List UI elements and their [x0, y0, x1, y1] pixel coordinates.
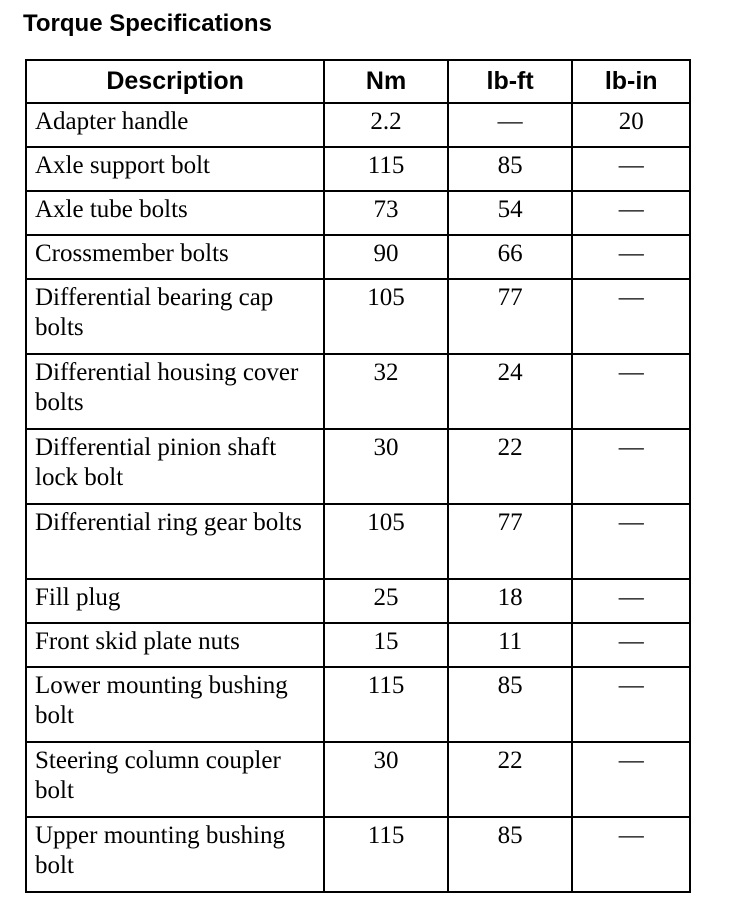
lb-in-cell: — [572, 504, 690, 579]
description-cell: Fill plug [26, 579, 324, 623]
lb-in-cell: — [572, 235, 690, 279]
page-title: Torque Specifications [23, 10, 272, 37]
column-header-lb-in: lb-in [572, 60, 690, 103]
nm-cell: 115 [324, 667, 448, 742]
nm-cell: 15 [324, 623, 448, 667]
lb-in-cell: — [572, 817, 690, 892]
lb-ft-cell: — [448, 103, 573, 147]
description-cell: Differential housing cover bolts [26, 354, 324, 429]
description-cell: Differential ring gear bolts [26, 504, 324, 579]
lb-ft-cell: 22 [448, 429, 573, 504]
lb-ft-cell: 77 [448, 279, 573, 354]
lb-in-cell: — [572, 623, 690, 667]
description-cell: Front skid plate nuts [26, 623, 324, 667]
nm-cell: 25 [324, 579, 448, 623]
nm-cell: 2.2 [324, 103, 448, 147]
table-row [26, 817, 690, 892]
nm-cell: 30 [324, 742, 448, 817]
description-cell: Lower mounting bushing bolt [26, 667, 324, 742]
description-cell: Axle tube bolts [26, 191, 324, 235]
lb-ft-cell: 22 [448, 742, 573, 817]
lb-in-cell: — [572, 354, 690, 429]
lb-ft-cell: 24 [448, 354, 573, 429]
table-row [26, 279, 690, 354]
lb-ft-cell: 66 [448, 235, 573, 279]
table-header-row [26, 60, 690, 103]
description-cell: Crossmember bolts [26, 235, 324, 279]
torque-table [25, 59, 691, 893]
description-cell: Axle support bolt [26, 147, 324, 191]
lb-in-cell: — [572, 667, 690, 742]
lb-in-cell: — [572, 279, 690, 354]
table-row [26, 623, 690, 667]
nm-cell: 105 [324, 279, 448, 354]
table-row [26, 147, 690, 191]
description-cell: Differential bearing cap bolts [26, 279, 324, 354]
lb-ft-cell: 85 [448, 667, 573, 742]
lb-ft-cell: 85 [448, 817, 573, 892]
table-row [26, 354, 690, 429]
description-cell: Differential pinion shaft lock bolt [26, 429, 324, 504]
lb-ft-cell: 11 [448, 623, 573, 667]
column-header-lb-ft: lb-ft [448, 60, 573, 103]
column-header-description: Description [26, 60, 324, 103]
lb-in-cell: — [572, 147, 690, 191]
table-row [26, 667, 690, 742]
nm-cell: 115 [324, 147, 448, 191]
lb-in-cell: — [572, 191, 690, 235]
nm-cell: 90 [324, 235, 448, 279]
column-header-nm: Nm [324, 60, 448, 103]
table-row [26, 429, 690, 504]
nm-cell: 73 [324, 191, 448, 235]
lb-ft-cell: 85 [448, 147, 573, 191]
nm-cell: 115 [324, 817, 448, 892]
description-cell: Steering column coupler bolt [26, 742, 324, 817]
lb-in-cell: — [572, 579, 690, 623]
lb-in-cell: 20 [572, 103, 690, 147]
lb-ft-cell: 77 [448, 504, 573, 579]
lb-in-cell: — [572, 429, 690, 504]
lb-in-cell: — [572, 742, 690, 817]
table-row [26, 235, 690, 279]
lb-ft-cell: 54 [448, 191, 573, 235]
nm-cell: 30 [324, 429, 448, 504]
table-row [26, 504, 690, 579]
description-cell: Adapter handle [26, 103, 324, 147]
nm-cell: 105 [324, 504, 448, 579]
description-cell: Upper mounting bushing bolt [26, 817, 324, 892]
table-row [26, 742, 690, 817]
lb-ft-cell: 18 [448, 579, 573, 623]
table-row [26, 103, 690, 147]
table-row [26, 579, 690, 623]
nm-cell: 32 [324, 354, 448, 429]
table-row [26, 191, 690, 235]
